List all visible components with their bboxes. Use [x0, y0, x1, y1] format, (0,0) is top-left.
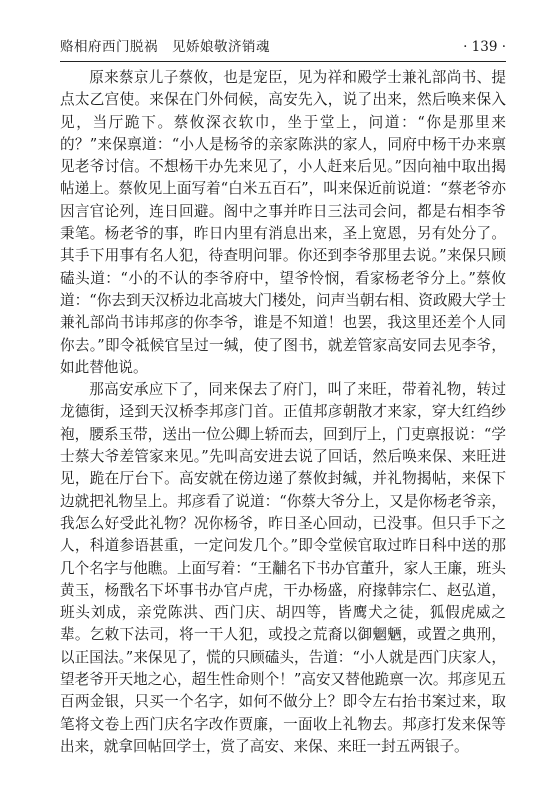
- paragraph: 那高安承应下了，同来保去了府门，叫了来旺，带着礼物，转过龙德街，迳到天汉桥李邦彦门首。正值邦彦朝散才来家，穿大红绉纱袍，腰系玉带，送出一位公卿上轿而去，回到厅上，门吏禀报说：“学士蔡大爷差管家来见。”先叫高安进去说了回话，然后唤来保、来旺进见，跪在厅台下。高安就在傍边递了蔡攸封缄，并礼物揭帖，来保下边就把礼物呈上。邦彦看了说道：“你蔡大爷分上，又是你杨老爷亲，我怎么好受此礼物？况你杨爷，昨日圣心回动，已没事。但只手下之人，科道参语甚重，一定问发几个。”即令堂候官取过昨日科中送的那几个名字与他瞧。上面写着：“王黼名下书办官董升，家人王廉，班头黄玉，杨戬名下坏事书办官卢虎，干办杨盛，府掾韩宗仁、赵弘道，班头刘成，亲党陈洪、西门庆、胡四等，皆鹰犬之徒，狐假虎威之辈。乞敕下法司，将一干人犯，或投之荒裔以御魍魉，或置之典刑，以正国法。”来保见了，慌的只顾磕头，告道：“小人就是西门庆家人，望老爷开天地之心，超生性命则个！”高安又替他跪禀一次。邦彦见五百两金银，只买一个名字，如何不做分上？即令左右抬书案过来，取笔将文卷上西门庆名字改作贾廉，一面收上礼物去。邦彦打发来保等出来，就拿回帖回学士，赏了高安、来保、来旺一封五两银子。: [60, 381, 506, 755]
- page-number: · 139 ·: [463, 39, 506, 55]
- chapter-title: 赂相府西门脱祸 见娇娘敬济销魂: [60, 39, 270, 55]
- header-rule: [60, 61, 506, 62]
- body-text: [60, 67, 506, 758]
- paragraph: 原来蔡京儿子蔡攸，也是宠臣，见为祥和殿学士兼礼部尚书、提点太乙宫使。来保在门外伺候，高安先入，说了出来，然后唤来保入见，当厅跪下。蔡攸深衣软巾，坐于堂上，问道：“你是那里来的？”来保禀道：“小人是杨爷的亲家陈洪的家人，同府中杨干办来禀见老爷讨信。不想杨干办先来见了，小人赶来后见。”因向袖中取出揭帖递上。蔡攸见上面写着“白米五百石”，叫来保近前说道：“蔡老爷亦因言官论列，连日回避。阁中之事并昨日三法司会问，都是右相李爷秉笔。杨老爷的事，昨日内里有消息出来，圣上宽恩，另有处分了。其手下用事有名人犯，待查明问罪。你还到李爷那里去说。”来保只顾磕头道：“小的不认的李爷府中，望爷怜悯，看家杨老爷分上。”蔡攸道：“你去到天汉桥边北高坡大门楼处，问声当朝右相、资政殿大学士兼礼部尚书讳邦彦的你李爷，谁是不知道！也罢，我这里还差个人同你去。”即令祗候官呈过一缄，使了图书，就差管家高安同去见李爷，如此替他说。: [60, 69, 506, 376]
- running-head: [60, 36, 506, 58]
